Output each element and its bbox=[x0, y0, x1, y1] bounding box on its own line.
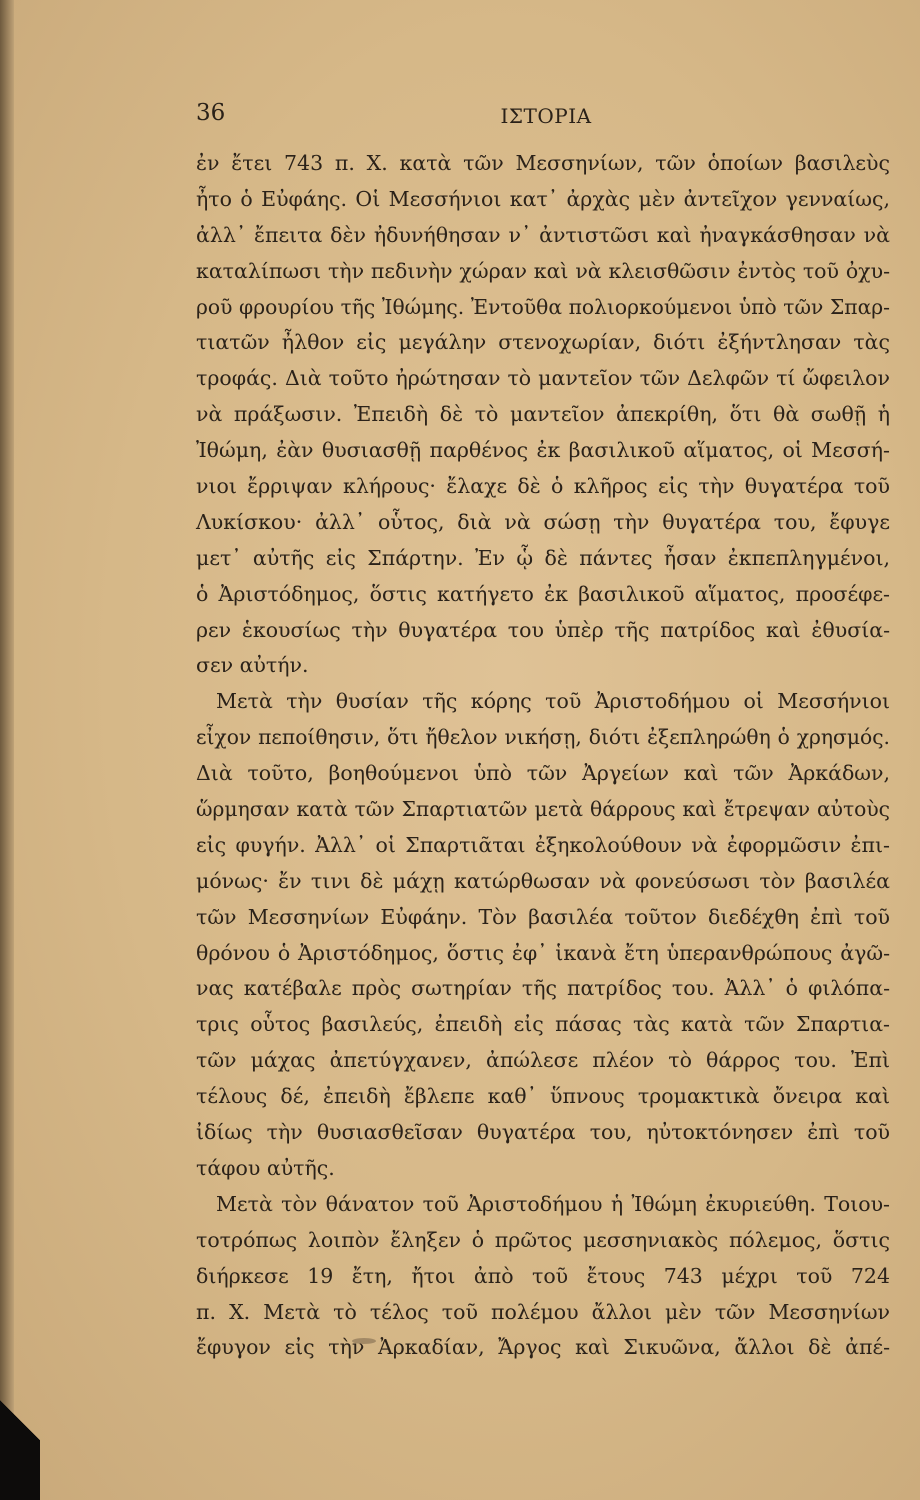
text-line: ἔφυγον εἰς τὴν Ἀρκαδίαν, Ἄργος καὶ Σικυῶνα, ἄλλοι δὲ ἀπέ- bbox=[196, 1335, 890, 1360]
page-number: 36 bbox=[196, 100, 226, 126]
text-line: διήρκεσε 19 ἔτη, ἤτοι ἀπὸ τοῦ ἔτους 743 μέχρι τοῦ 724 bbox=[196, 1263, 890, 1288]
page-corner-shadow bbox=[0, 1340, 40, 1500]
text-line: ρεν ἑκουσίως τὴν θυγατέρα του ὑπὲρ τῆς πατρίδος καὶ ἐθυσία- bbox=[196, 617, 890, 642]
paragraph-start-line: Μετὰ τὸν θάνατον τοῦ Ἀριστοδήμου ἡ Ἰθώμη ἐκυριεύθη. Τοιου- bbox=[216, 1191, 890, 1216]
text-line: νας κατέβαλε πρὸς σωτηρίαν τῆς πατρίδος του. Ἀλλ᾽ ὁ φιλόπα- bbox=[196, 976, 890, 1001]
text-line: τροφάς. Διὰ τοῦτο ἠρώτησαν τὸ μαντεῖον τῶν Δελφῶν τί ὤφειλον bbox=[196, 366, 890, 391]
page-left-edge-shadow bbox=[0, 0, 14, 1500]
text-line: τέλους δέ, ἐπειδὴ ἔβλεπε καθ᾽ ὕπνους τρομακτικὰ ὄνειρα καὶ bbox=[196, 1084, 890, 1109]
text-line: σεν αὐτήν. bbox=[196, 653, 309, 678]
text-line: ἐν ἔτει 743 π. Χ. κατὰ τῶν Μεσσηνίων, τῶν ὁποίων βασιλεὺς bbox=[196, 151, 890, 175]
text-line: εἰς φυγήν. Ἀλλ᾽ οἱ Σπαρτιᾶται ἐξηκολούθουν νὰ ἐφορμῶσιν ἐπι- bbox=[196, 832, 890, 857]
text-line: ὁ Ἀριστόδημος, ὅστις κατήγετο ἐκ βασιλικοῦ αἵματος, προσέφε- bbox=[196, 581, 890, 606]
text-line: εἶχον πεποίθησιν, ὅτι ἤθελον νικήσῃ, διότι ἐξεπληρώθη ὁ χρησμός. bbox=[196, 725, 890, 750]
text-line: ροῦ φρουρίου τῆς Ἰθώμης. Ἐντοῦθα πολιορκούμενοι ὑπὸ τῶν Σπαρ- bbox=[196, 294, 890, 319]
text-line: ἦτο ὁ Εὐφάης. Οἱ Μεσσήνιοι κατ᾽ ἀρχὰς μὲν ἀντεῖχον γενναίως, bbox=[196, 186, 890, 211]
text-line: ὥρμησαν κατὰ τῶν Σπαρτιατῶν μετὰ θάρρους καὶ ἔτρεψαν αὐτοὺς bbox=[196, 797, 890, 822]
text-line: Λυκίσκου· ἀλλ᾽ οὗτος, διὰ νὰ σώσῃ τὴν θυγατέρα του, ἔφυγε bbox=[196, 509, 890, 534]
text-line: θρόνου ὁ Ἀριστόδημος, ὅστις ἐφ᾽ ἱκανὰ ἔτη ὑπερανθρώπους ἀγῶ- bbox=[196, 940, 890, 965]
text-line: τῶν μάχας ἀπετύγχανεν, ἀπώλεσε πλέον τὸ θάρρος του. Ἐπὶ bbox=[196, 1048, 890, 1073]
paragraph-start-line: Μετὰ τὴν θυσίαν τῆς κόρης τοῦ Ἀριστοδήμου οἱ Μεσσήνιοι bbox=[216, 689, 890, 714]
ink-smudge bbox=[352, 1338, 376, 1344]
text-line: νιοι ἔρριψαν κλήρους· ἔλαχε δὲ ὁ κλῆρος εἰς τὴν θυγατέρα τοῦ bbox=[196, 474, 890, 499]
running-title: ΙΣΤΟΡΙΑ bbox=[500, 104, 592, 128]
text-line: μετ᾽ αὐτῆς εἰς Σπάρτην. Ἐν ᾧ δὲ πάντες ἦσαν ἐκπεπληγμένοι, bbox=[196, 545, 890, 570]
text-line: ἰδίως τὴν θυσιασθεῖσαν θυγατέρα του, ηὐτοκτόνησεν ἐπὶ τοῦ bbox=[196, 1120, 890, 1145]
text-line: ἀλλ᾽ ἔπειτα δὲν ἠδυνήθησαν ν᾽ ἀντιστῶσι καὶ ἠναγκάσθησαν νὰ bbox=[196, 222, 890, 247]
text-line: τῶν Μεσσηνίων Εὐφάην. Τὸν βασιλέα τοῦτον διεδέχθη ἐπὶ τοῦ bbox=[196, 904, 890, 929]
body-text bbox=[196, 146, 890, 1366]
text-line: τιατῶν ἦλθον εἰς μεγάλην στενοχωρίαν, διότι ἐξήντλησαν τὰς bbox=[196, 330, 890, 355]
text-line: καταλίπωσι τὴν πεδινὴν χώραν καὶ νὰ κλεισθῶσιν ἐντὸς τοῦ ὀχυ- bbox=[196, 258, 890, 283]
text-line: Διὰ τοῦτο, βοηθούμενοι ὑπὸ τῶν Ἀργείων καὶ τῶν Ἀρκάδων, bbox=[196, 761, 890, 786]
text-line: νὰ πράξωσιν. Ἐπειδὴ δὲ τὸ μαντεῖον ἀπεκρίθη, ὅτι θὰ σωθῇ ἡ bbox=[196, 402, 890, 427]
text-line: π. Χ. Μετὰ τὸ τέλος τοῦ πολέμου ἄλλοι μὲν τῶν Μεσσηνίων bbox=[196, 1299, 890, 1324]
text-line: τάφου αὐτῆς. bbox=[196, 1155, 335, 1180]
text-line: τοτρόπως λοιπὸν ἔληξεν ὁ πρῶτος μεσσηνιακὸς πόλεμος, ὅστις bbox=[196, 1227, 890, 1252]
text-line: τρις οὗτος βασιλεύς, ἐπειδὴ εἰς πάσας τὰς κατὰ τῶν Σπαρτια- bbox=[196, 1012, 890, 1037]
page-header bbox=[196, 100, 896, 134]
text-line: μόνως· ἔν τινι δὲ μάχῃ κατώρθωσαν νὰ φονεύσωσι τὸν βασιλέα bbox=[196, 868, 890, 893]
text-line: Ἰθώμη, ἐὰν θυσιασθῇ παρθένος ἐκ βασιλικοῦ αἵματος, οἱ Μεσσή- bbox=[196, 438, 890, 463]
